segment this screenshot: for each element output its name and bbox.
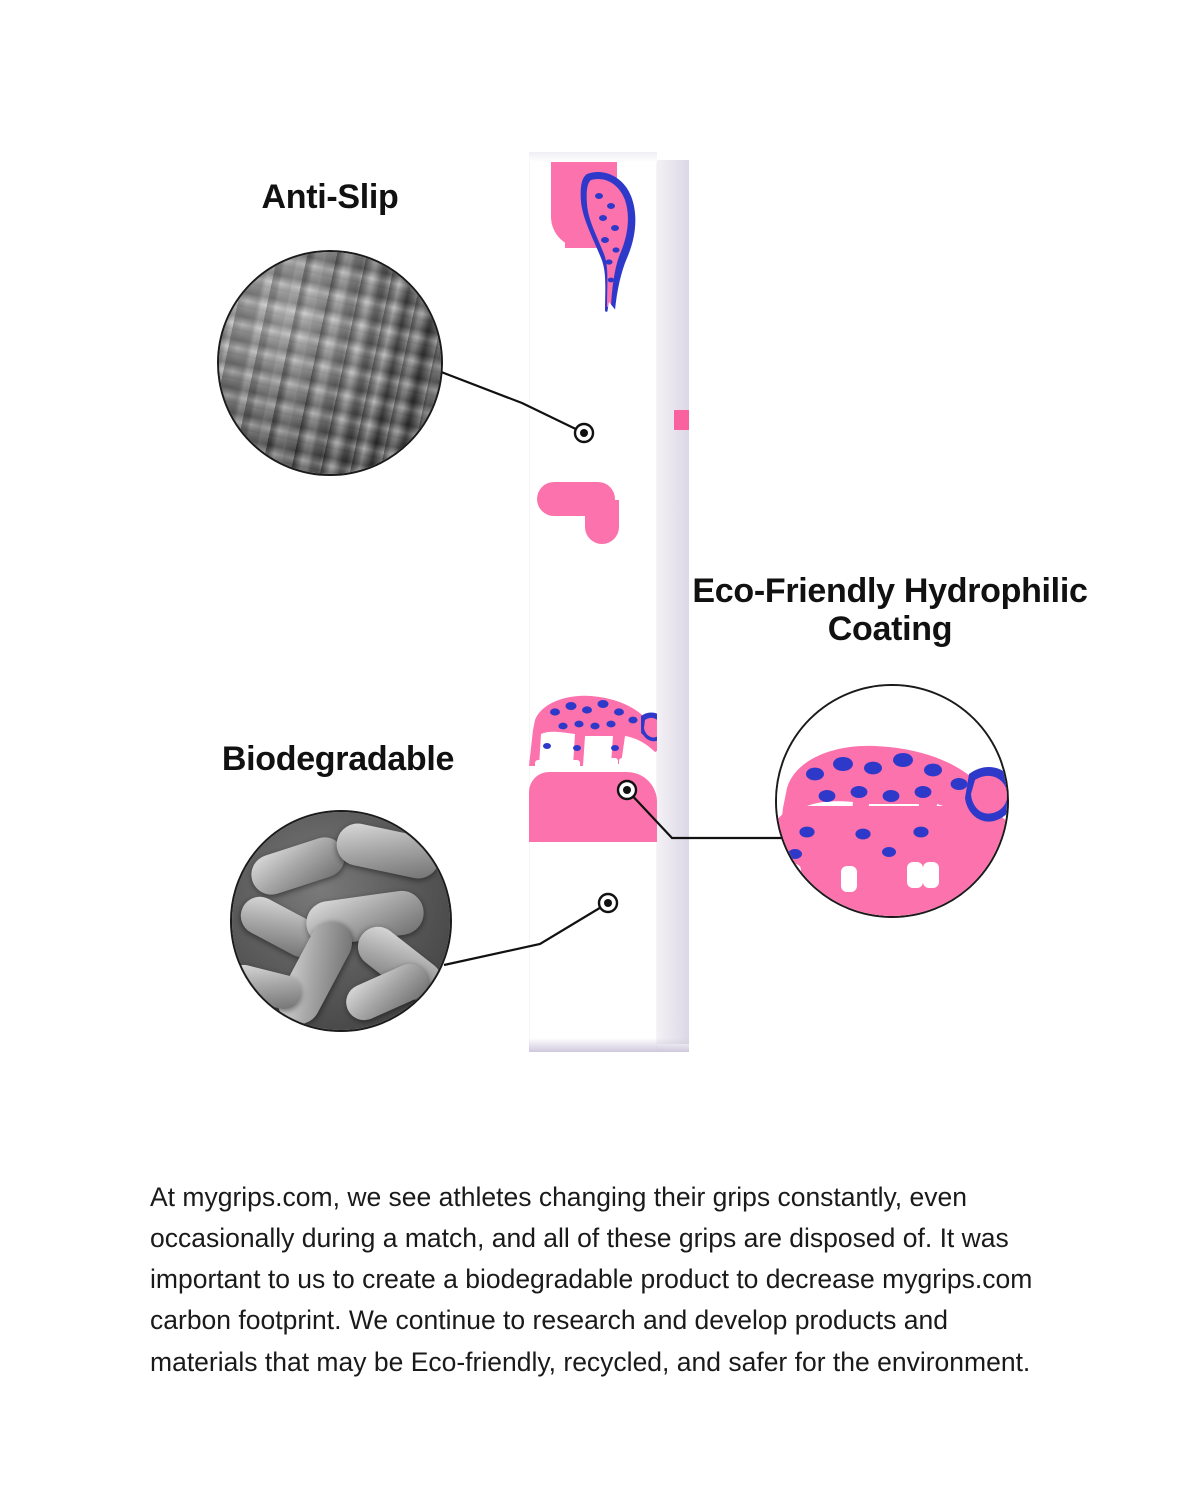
leopard-illustration-top — [547, 162, 657, 342]
product-package — [529, 152, 689, 1052]
callout-image-eco-friendly — [775, 684, 1009, 918]
bacteria-cell — [246, 832, 350, 900]
pink-blob-middle-secondary — [585, 500, 619, 544]
bacteria-cell — [333, 820, 443, 883]
leopard-print-closeup — [777, 686, 1007, 916]
callout-label-biodegradable: Biodegradable — [221, 740, 455, 778]
callout-label-eco-friendly: Eco-Friendly Hydrophilic Coating — [692, 572, 1088, 649]
description-paragraph: At mygrips.com, we see athletes changing their grips constantly, even occasionally during a match, and all of these grips are disposed of. It was important to us to create a biodegradable product to decrease mygrips.com carbon footprint. We continue to research and develop products and materials that may be Eco-friendly, recycled, and safer for the environment. — [150, 1181, 1033, 1377]
bacteria-texture — [232, 812, 450, 1030]
product-front-face — [529, 152, 657, 1052]
product-bottom-shadow — [529, 1038, 689, 1052]
callout-image-biodegradable — [230, 810, 452, 1032]
product-side-face — [657, 160, 689, 1044]
callout-label-anti-slip: Anti-Slip — [261, 178, 399, 216]
product-side-pink-tab — [674, 410, 689, 430]
leopard-closeup-illustration — [775, 704, 1009, 918]
product-top-face — [529, 152, 657, 162]
pink-ground-shape — [529, 772, 657, 842]
woven-fiber-texture — [219, 252, 441, 474]
callout-image-anti-slip — [217, 250, 443, 476]
